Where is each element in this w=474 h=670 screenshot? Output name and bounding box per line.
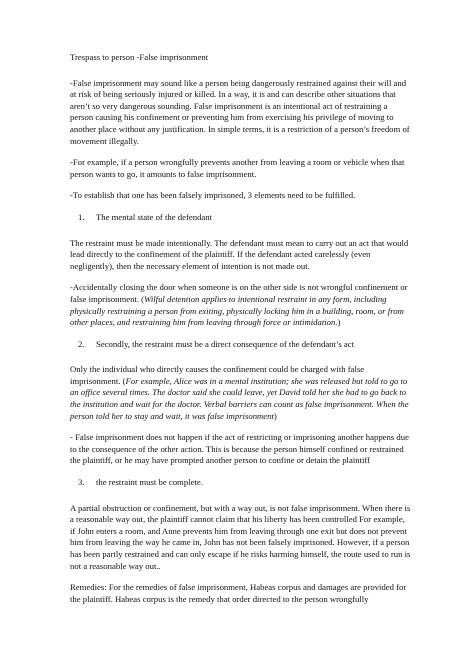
element-heading-3 — [70, 477, 412, 489]
direct-cause-end: ) — [273, 410, 277, 421]
paragraph-partial-obstruction: A partial obstruction or confinement, but with a way out, is not false imprisonment. When there is a reasonable way out, the plaintiff cannot claim that his liberty has been controlled For example, if John enters a room, and Anne prevents him from leaving through one exit but does not prevent him from leaving the way he came in, John has not been falsely imprisoned. However, if a person has been partly restrained and can only escape if he risks harming himself, the route used to run is not a reasonable way out.. — [70, 502, 411, 571]
alice-example: For example, Alice was in a mental institution; she was released but told to go to an office several times. The doctor said she could leave, yet David told her she had to go back to the institution and wait for the doctor. Verbal barriers can count as false imprisonment. When the person told her to stay and wait, it was false imprisonment — [70, 375, 409, 421]
element-number-1: 1. — [78, 211, 85, 222]
paragraph-direct-cause — [70, 364, 412, 422]
element-title-3: the restraint must be complete. — [96, 477, 203, 488]
accidental-closing-text: -Accidentally closing the door when someone is on the other side is not wrongful confinement or false imprisonment. ( — [70, 282, 408, 304]
paragraph-remedies: Remedies: For the remedies of false imprisonment, Habeas corpus and damages are provided for the plaintiff. Habeas corpus is the remedy that order directed to the person wrongfully — [70, 582, 407, 604]
paragraph-definition: -False imprisonment may sound like a person being dangerously restrained against their will and at risk of being seriously injured or killed. In a way, it is and can describe other situations that aren’t so very dangerous sounding. False imprisonment is an intentional act of restraining a person causing his confinement or preventing him from exercising his privilege of moving to another place without any justification. In simple terms, it is a restriction of a person’s freedom of movement illegally. — [70, 77, 410, 146]
document-title: Trespass to person -False imprisonment — [70, 52, 209, 62]
paragraph-elements-intro: -To establish that one has been falsely imprisoned, 3 elements need to be fulfilled. — [70, 190, 356, 201]
paragraph-accidental-closing — [70, 282, 412, 328]
direct-cause-text: Only the individual who directly causes the confinement could be charged with false imprisonment. ( — [70, 364, 365, 386]
element-title-2: Secondly, the restraint must be a direct consequence of the defendant’s act — [96, 338, 355, 349]
wilful-detention-note: Wilful detention applies to intentional restraint in any form, including physically restraining a person from exiting, physically locking him in a building, room, or from other places, and restraining him from leaving through force or intimidation. — [70, 293, 404, 328]
paragraph-example: -For example, if a person wrongfully prevents another from leaving a room or vehicle when that person wants to go, it amounts to false imprisonment. — [70, 157, 405, 179]
accidental-closing-end: ) — [337, 317, 341, 328]
document-page — [70, 52, 412, 615]
paragraph-mental-state: The restraint must be made intentionally. The defendant must mean to carry out an act that would lead directly to the confinement of the plaintiff. If the defendant acted carelessly (even negligently), then the necessary element of intention is not made out. — [70, 237, 409, 271]
element-title-1: The mental state of the defendant — [96, 211, 213, 222]
paragraph-consequence: - False imprisonment does not happen if the act of restricting or imprisoning another happens due to the consequence of the other action. This is because the person himself confined or restrained the plaintiff, or he may have prompted another person to confine or detain the plaintiff — [70, 432, 409, 466]
element-heading-1 — [70, 212, 412, 224]
element-heading-2 — [70, 339, 412, 351]
element-number-3: 3. — [78, 477, 85, 488]
element-number-2: 2. — [78, 338, 85, 349]
